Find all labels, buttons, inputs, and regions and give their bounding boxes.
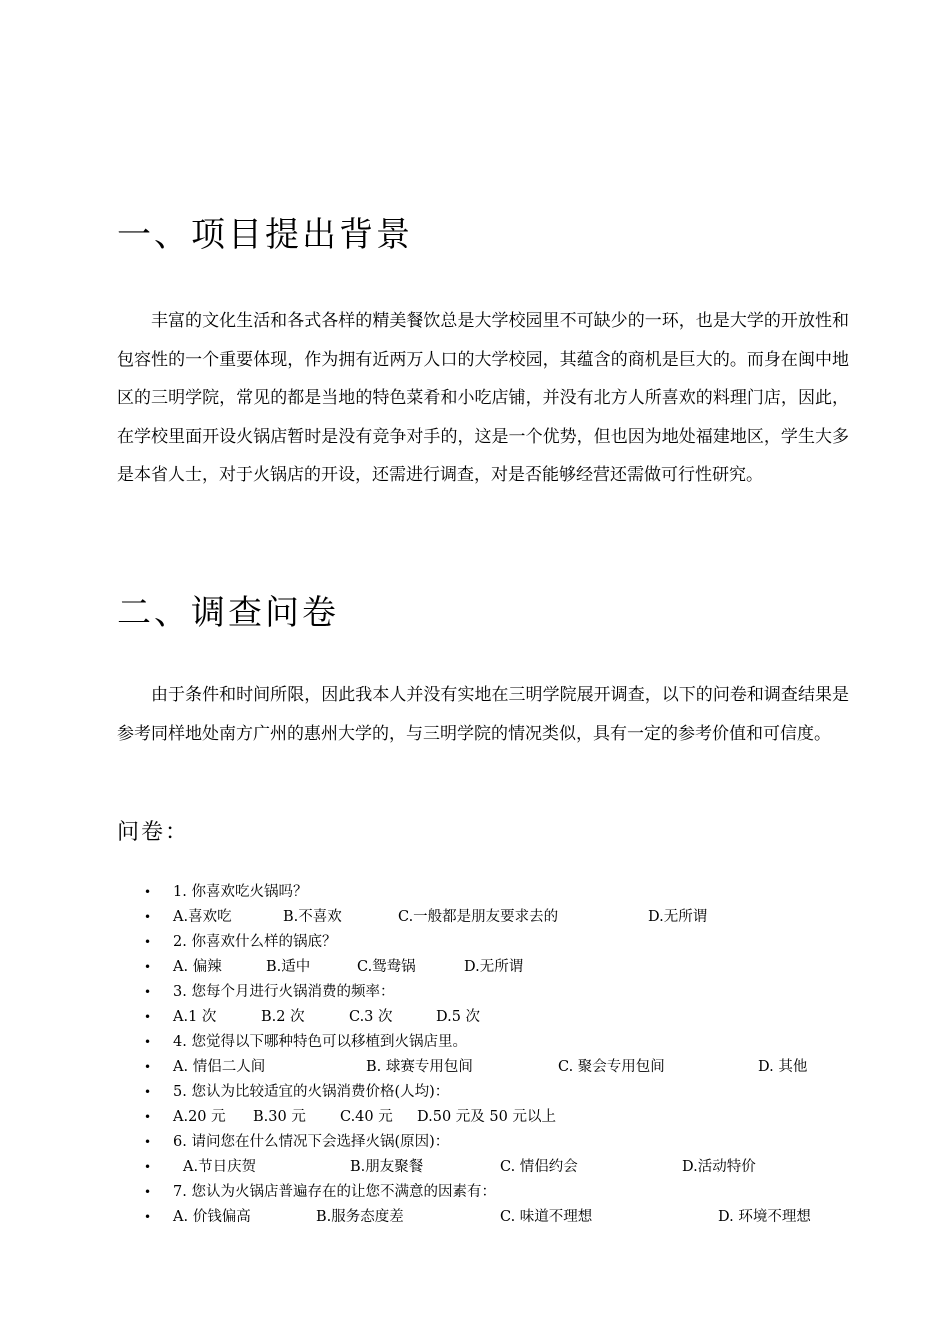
- option-text: A.20 元: [173, 1109, 226, 1125]
- option-text: D.5 次: [436, 1009, 481, 1025]
- option-text: B.不喜欢: [283, 909, 342, 925]
- bullet-icon: •: [144, 1035, 152, 1049]
- questionnaire-title: 问卷：: [117, 820, 190, 845]
- question-text: 4. 您觉得以下哪种特色可以移植到火锅店里。: [173, 1034, 467, 1050]
- options-item: [140, 1155, 900, 1180]
- question-item: [140, 1080, 900, 1105]
- option-text: A.喜欢吃: [173, 909, 232, 925]
- option-text: C. 情侣约会: [500, 1159, 578, 1175]
- bullet-icon: •: [144, 935, 152, 949]
- option-text: A. 情侣二人间: [173, 1059, 266, 1075]
- bullet-icon: •: [144, 885, 152, 899]
- question-item: [140, 930, 900, 955]
- question-text: 3. 您每个月进行火锅消费的频率：: [173, 984, 395, 1000]
- option-text: A.节日庆贺: [183, 1159, 257, 1175]
- bullet-icon: •: [144, 1185, 152, 1199]
- option-text: B.适中: [266, 959, 311, 975]
- bullet-icon: •: [144, 1060, 152, 1074]
- bullet-icon: •: [144, 910, 152, 924]
- option-text: C.鸳鸯锅: [357, 959, 416, 975]
- options-item: [140, 955, 900, 980]
- options-item: [140, 1105, 900, 1130]
- bullet-icon: •: [144, 1085, 152, 1099]
- bullet-icon: •: [144, 985, 152, 999]
- section1-paragraph: 丰富的文化生活和各式各样的精美餐饮总是大学校园里不可缺少的一环，也是大学的开放性和包容性的一个重要体现，作为拥有近两万人口的大学校园，其蕴含的商机是巨大的。而身在闽中地区的三明学院，常见的都是当地的特色菜肴和小吃店铺，并没有北方人所喜欢的料理门店，因此，在学校里面开设火锅店暂时是没有竞争对手的，这是一个优势，但也因为地处福建地区，学生大多是本省人士，对于火锅店的开设，还需进行调查，对是否能够经营还需做可行性研究。: [117, 311, 849, 485]
- questionnaire-list: [140, 880, 900, 1230]
- option-text: C.40 元: [340, 1109, 393, 1125]
- option-text: C. 聚会专用包间: [558, 1059, 665, 1075]
- bullet-icon: •: [144, 1135, 152, 1149]
- bullet-icon: •: [144, 1010, 152, 1024]
- option-text: D.50 元及 50 元以上: [417, 1109, 556, 1125]
- option-text: D.活动特价: [682, 1159, 756, 1175]
- options-item: [140, 1055, 900, 1080]
- option-text: D.无所谓: [464, 959, 524, 975]
- option-text: A. 偏辣: [173, 959, 222, 975]
- question-item: [140, 980, 900, 1005]
- option-text: D. 环境不理想: [718, 1209, 811, 1225]
- option-text: B.2 次: [261, 1009, 305, 1025]
- option-text: A. 价钱偏高: [173, 1209, 251, 1225]
- options-item: [140, 1205, 900, 1230]
- question-text: 1. 你喜欢吃火锅吗？: [173, 884, 308, 900]
- bullet-icon: •: [144, 960, 152, 974]
- question-item: [140, 1030, 900, 1055]
- section1-heading: 一、项目提出背景: [117, 215, 413, 255]
- question-text: 6. 请问您在什么情况下会选择火锅(原因)：: [173, 1134, 450, 1150]
- bullet-icon: •: [144, 1110, 152, 1124]
- option-text: C.3 次: [349, 1009, 393, 1025]
- question-item: [140, 1130, 900, 1155]
- option-text: C.一般都是朋友要求去的: [398, 909, 559, 925]
- option-text: B.30 元: [253, 1109, 306, 1125]
- bullet-icon: •: [144, 1160, 152, 1174]
- option-text: D. 其他: [758, 1059, 808, 1075]
- bullet-icon: •: [144, 1210, 152, 1224]
- option-text: B. 球赛专用包间: [366, 1059, 473, 1075]
- option-text: D.无所谓: [648, 909, 708, 925]
- option-text: B.朋友聚餐: [350, 1159, 424, 1175]
- question-item: [140, 880, 900, 905]
- options-item: [140, 905, 900, 930]
- option-text: B.服务态度差: [316, 1209, 404, 1225]
- question-text: 2. 你喜欢什么样的锅底？: [173, 934, 337, 950]
- option-text: C. 味道不理想: [500, 1209, 593, 1225]
- options-item: [140, 1005, 900, 1030]
- question-text: 5. 您认为比较适宜的火锅消费价格(人均)：: [173, 1084, 450, 1100]
- question-text: 7. 您认为火锅店普遍存在的让您不满意的因素有：: [173, 1184, 496, 1200]
- option-text: A.1 次: [173, 1009, 217, 1025]
- question-item: [140, 1180, 900, 1205]
- section2-paragraph: 由于条件和时间所限，因此我本人并没有实地在三明学院展开调查，以下的问卷和调查结果是参考同样地处南方广州的惠州大学的，与三明学院的情况类似，具有一定的参考价值和可信度。: [117, 685, 849, 744]
- section2-heading: 二、调查问卷: [117, 593, 339, 633]
